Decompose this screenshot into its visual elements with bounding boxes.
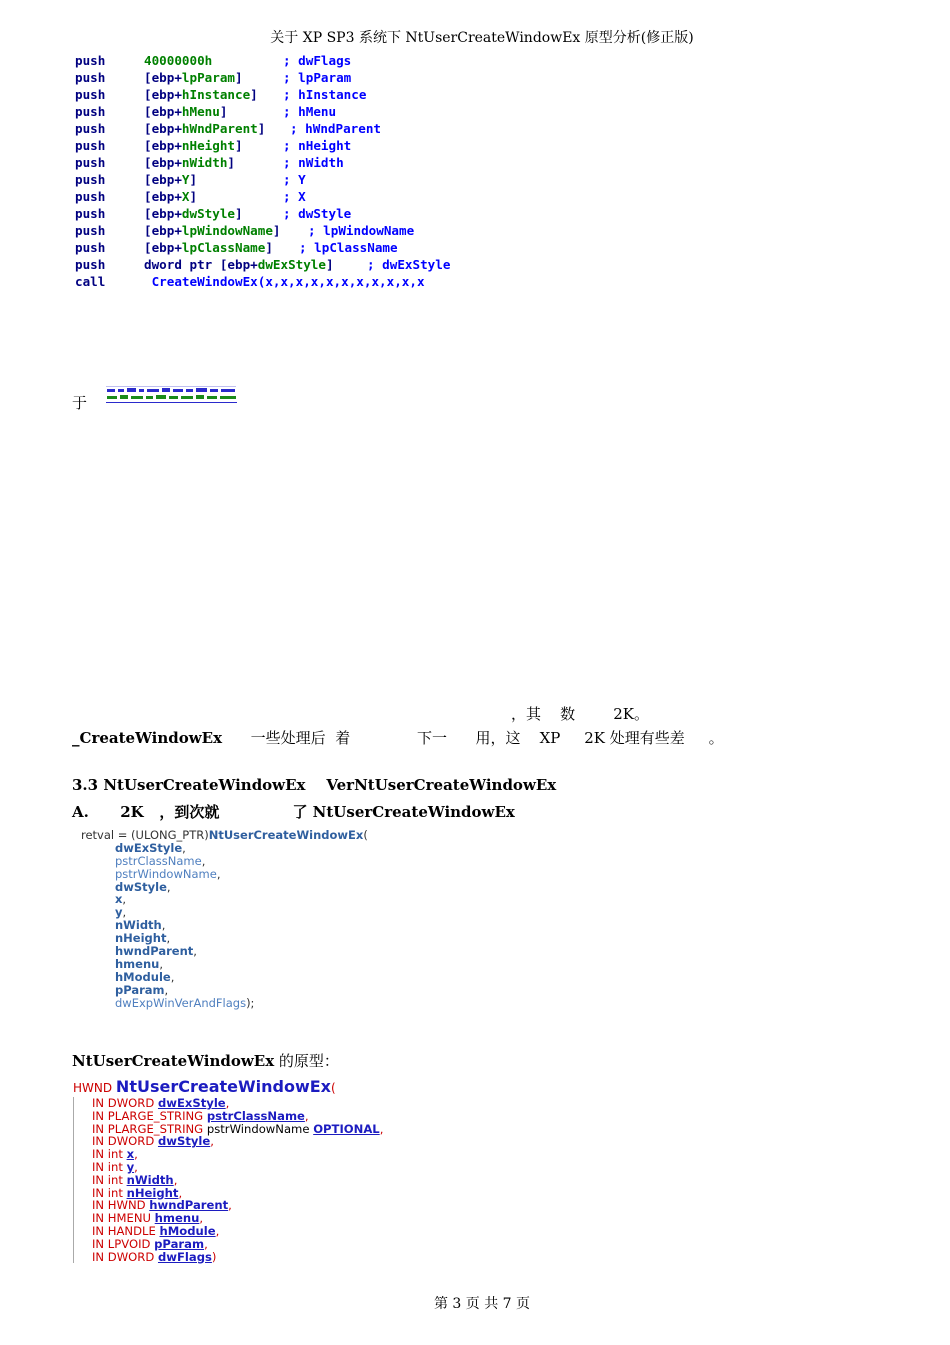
text-line-2: [72, 727, 724, 748]
asm-opcode: push: [75, 138, 106, 153]
section-heading-3-3: 3.3 NtUserCreateWindowEx VerNtUserCreateWindowEx: [72, 776, 562, 794]
prototype-param: IN int y,: [92, 1159, 138, 1174]
asm-operand: [ebp+hInstance]: [144, 87, 258, 102]
code-call-arg: hModule,: [115, 969, 175, 984]
asm-opcode: push: [75, 223, 106, 238]
prototype-listing: [73, 1077, 383, 1263]
code-call-arg: pParam,: [115, 982, 169, 997]
asm-comment: ; nWidth: [283, 155, 344, 170]
code-call-arg: dwExStyle,: [115, 840, 186, 855]
asm-opcode: push: [75, 206, 106, 221]
code-call-arg: pstrClassName,: [115, 853, 206, 868]
code-call-arg: hmenu,: [115, 956, 163, 971]
text-line-a: A. 2K ，到次就 了 NtUserCreateWindowEx: [72, 803, 515, 821]
asm-comment: ; nHeight: [283, 138, 352, 153]
prototype-param: IN PLARGE_STRING pstrClassName,: [92, 1108, 309, 1123]
asm-comment: ; Y: [283, 172, 306, 187]
asm-operand: dword ptr [ebp+dwExStyle]: [144, 257, 334, 272]
text-line-2-rest: 一些处理后 着 下一 用，这 XP 2K 处理有些差 。: [222, 729, 724, 747]
asm-opcode: push: [75, 53, 106, 68]
asm-comment: ; dwStyle: [283, 206, 352, 221]
prototype-param: IN HANDLE hModule,: [92, 1223, 220, 1238]
code-call-arg: y,: [115, 905, 127, 920]
ntuser-ref: NtUserCreateWindowEx: [312, 803, 515, 821]
asm-operand: [ebp+nWidth]: [144, 155, 236, 170]
code-call-arg: nHeight,: [115, 931, 171, 946]
prototype-param: IN int nHeight,: [92, 1185, 183, 1200]
prototype-param: IN int nWidth,: [92, 1172, 178, 1187]
prototype-param: IN DWORD dwExStyle,: [92, 1096, 230, 1110]
asm-operand: 40000000h: [144, 53, 213, 68]
asm-comment: ; lpWindowName: [308, 223, 415, 238]
asm-operand: [ebp+Y]: [144, 172, 198, 187]
asm-opcode: push: [75, 104, 106, 119]
asm-operand: [ebp+lpParam]: [144, 70, 243, 85]
asm-operand: [ebp+dwStyle]: [144, 206, 243, 221]
code-call-arg: pstrWindowName,: [115, 866, 221, 881]
asm-operand: [ebp+nHeight]: [144, 138, 243, 153]
prototype-signature: HWND NtUserCreateWindowEx(: [73, 1077, 336, 1096]
page-footer: 第 3 页 共 7 页: [433, 1296, 531, 1312]
code-call-arg: hwndParent,: [115, 944, 197, 959]
code-call-arg: nWidth,: [115, 918, 166, 933]
asm-opcode: push: [75, 257, 106, 272]
createwindowex-ref: _CreateWindowEx: [72, 729, 223, 747]
asm-operand: CreateWindowEx(x,x,x,x,x,x,x,x,x,x,x: [144, 274, 425, 289]
code-call-listing: [81, 829, 368, 1009]
asm-opcode: push: [75, 189, 106, 204]
prototype-label: NtUserCreateWindowEx 的原型：: [72, 1052, 339, 1070]
asm-operand: [ebp+hWndParent]: [144, 121, 266, 136]
optional-keyword: OPTIONAL: [313, 1121, 380, 1136]
prototype-param: IN int x,: [92, 1147, 138, 1162]
asm-opcode: push: [75, 240, 106, 255]
prototype-param: IN HWND hwndParent,: [92, 1198, 232, 1213]
prototype-param: IN HMENU hmenu,: [92, 1211, 204, 1226]
asm-operand: [ebp+X]: [144, 189, 198, 204]
text-line-1: ，其 数 2K。: [511, 705, 649, 723]
asm-comment: ; dwFlags: [283, 53, 352, 68]
asm-comment: ; hInstance: [283, 87, 367, 102]
asm-comment: ; lpParam: [283, 70, 352, 85]
embedded-link-image: [104, 384, 239, 404]
prototype-param: IN DWORD dwFlags): [92, 1249, 217, 1264]
asm-opcode: push: [75, 70, 106, 85]
asm-opcode: push: [75, 172, 106, 187]
asm-operand: [ebp+hMenu]: [144, 104, 228, 119]
asm-comment: ; hWndParent: [290, 121, 381, 136]
asm-opcode: call: [75, 274, 106, 289]
asm-comment: ; hMenu: [283, 104, 337, 119]
asm-operand: [ebp+lpClassName]: [144, 240, 273, 255]
asm-comment: ; dwExStyle: [367, 257, 451, 272]
asm-opcode: push: [75, 87, 106, 102]
asm-comment: ; X: [283, 189, 306, 204]
asm-opcode: push: [75, 155, 106, 170]
code-call-arg: dwStyle,: [115, 879, 171, 894]
about-label: 于: [72, 394, 88, 412]
asm-opcode: push: [75, 121, 106, 136]
code-call-arg: dwExpWinVerAndFlags);: [115, 995, 255, 1010]
code-call-arg: x,: [115, 892, 127, 907]
code-call-head: retval = (ULONG_PTR)NtUserCreateWindowEx(: [81, 828, 368, 842]
asm-comment: ; lpClassName: [299, 240, 398, 255]
prototype-param: IN LPVOID pParam,: [92, 1236, 208, 1251]
prototype-param: IN PLARGE_STRING pstrWindowName OPTIONAL,: [92, 1121, 384, 1136]
page-header: 关于 XP SP3 系统下 NtUserCreateWindowEx 原型分析(修正版): [270, 30, 694, 46]
prototype-param: IN DWORD dwStyle,: [92, 1134, 214, 1149]
asm-operand: [ebp+lpWindowName]: [144, 223, 281, 238]
